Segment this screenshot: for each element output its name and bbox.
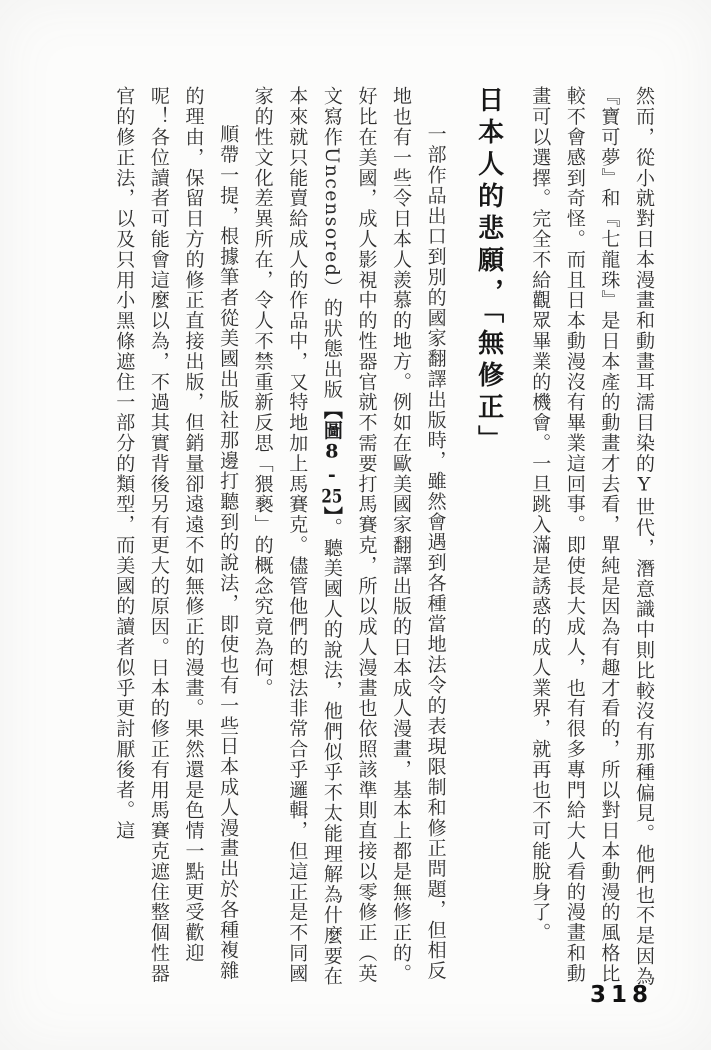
section-heading — [469, 86, 509, 988]
text-segment: 日本人的悲願，「無修正」 — [473, 86, 504, 457]
book-page-text — [49, 86, 661, 988]
text-segment: 8 — [320, 440, 343, 464]
text-segment: 。聽美國人的說法，他們似乎不太能理解為什麼要在本來就只能賣給成人的作品中，又特地加上馬賽克。儘管他們的想法非常合乎邏輯，但這正是不同國家的性文化差異所在，令人不禁重新反思「猥褻」的概念究竟為何。 — [251, 86, 343, 987]
text-segment: - — [320, 463, 343, 488]
text-segment: 】 — [320, 506, 343, 518]
para-y-generation — [523, 86, 661, 988]
para-censored-sales — [107, 86, 245, 988]
text-segment: 順帶一提，根據筆者從美國出版社那邊打聽到的說法，即使也有一些日本成人漫畫出於各種複雜的理由，保留日方的修正直接出版，但銷量卻遠遠不如無修正的漫畫。果然還是色情一點更受歡迎呢！各位讀者可能會這麼以為，不過其實背後另有更大的原因。日本的修正有用馬賽克遮住整個性器官的修正法，以及只用小黑條遮住一部分的類型，而美國的讀者似乎更討厭後者。這 — [113, 86, 240, 984]
text-segment: 25 — [321, 487, 343, 507]
page-number: 318 — [589, 982, 653, 1008]
text-segment: Y — [633, 473, 655, 498]
text-segment: 一部作品出口到別的國家翻譯出版時，雖然會遇到各種當地法令的表現限制和修正問題，但相反地也有一些令日本人羨慕的地方。例如在歐美國家翻譯出版的日本成人漫畫，基本上都是無修正的。好比在美國，成人影視中的性器官就不需要打馬賽克，所以成人漫畫也依照該準則直接以零修正（英文寫作Uncensored）的狀態出版 — [320, 86, 447, 984]
para-uncensored-export — [245, 86, 453, 988]
text-segment: 【圖 — [320, 399, 343, 441]
text-segment: 然而，從小就對日本漫畫和動畫耳濡目染的 — [633, 86, 655, 474]
text-segment: 世代，潛意識中則比較沒有那種偏見。他們也不是因為『寶可夢』和『七龍珠』是日本產的動畫才去看，單純是因為有趣才看的，所以對日本動漫的風格比較不會感到奇怪。而且日本動漫沒有畢業這回事。即使長大成人，也有很多專門給大人看的漫畫和動畫可以選擇。完全不給觀眾畢業的機會。一旦跳入滿是誘惑的成人業界，就再也不可能脫身了。 — [529, 86, 655, 987]
